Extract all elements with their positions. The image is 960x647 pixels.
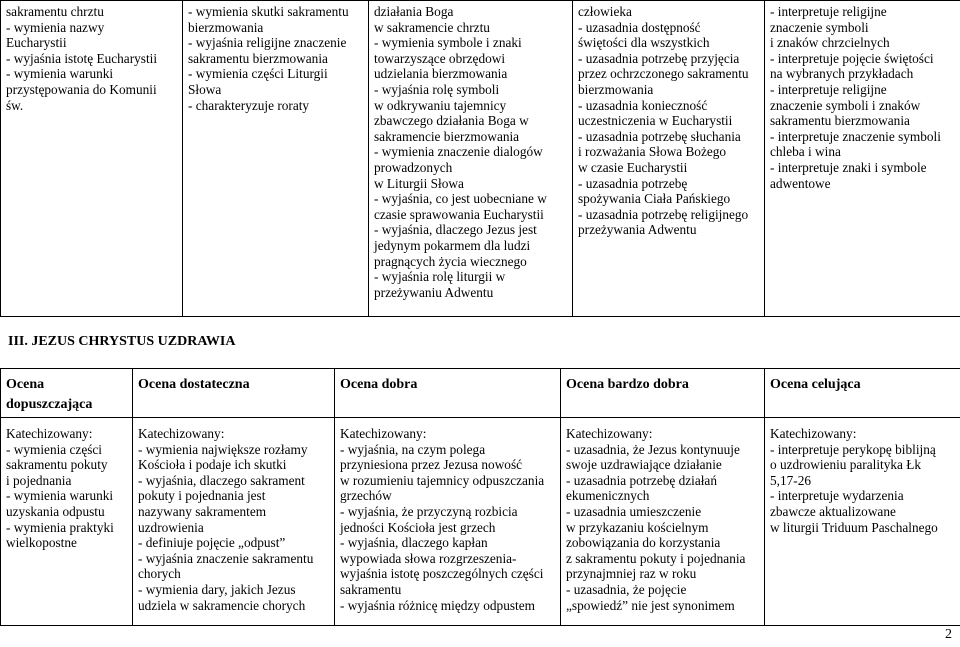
section-title: III. JEZUS CHRYSTUS UZDRAWIA [8, 334, 236, 349]
text-line: w rozumieniu tajemnicy odpuszczania [340, 472, 545, 488]
competency-table-continued [0, 0, 960, 317]
text-line: - uzasadnia konieczność [578, 97, 708, 113]
text-line: 5,17-26 [770, 472, 811, 488]
text-line: - uzasadnia potrzebę działań [566, 472, 717, 488]
text-line: w sakramencie chrztu [374, 19, 490, 35]
text-line: i znaków chrzcielnych [770, 35, 890, 51]
text-line: „spowiedź” nie jest synonimem [566, 597, 735, 613]
text-line: - charakteryzuje roraty [188, 97, 310, 113]
table-cell-col3 [369, 1, 573, 317]
text-line: przynajmniej raz w roku [566, 566, 697, 582]
text-line: - interpretuje wydarzenia [770, 488, 904, 504]
text-line: - uzasadnia umieszczenie [566, 503, 702, 519]
text-line: - wyjaśnia rolę liturgii w [374, 269, 506, 285]
text-line: sakramentu bierzmowania [188, 50, 328, 66]
text-line: czasie sprawowania Eucharystii [374, 206, 544, 222]
text-line: - interpretuje pojęcie świętości [770, 50, 934, 66]
text-line: - wyjaśnia rolę symboli [374, 81, 500, 97]
text-line: znaczenie symboli i znaków [770, 97, 921, 113]
text-line: w liturgii Triduum Paschalnego [770, 519, 938, 535]
table-cell-col1 [1, 1, 183, 317]
text-line: świętości dla wszystkich [578, 35, 710, 51]
text-line: - wyjaśnia religijne znaczenie [188, 35, 347, 51]
text-line: - wymienia znaczenie dialogów [374, 144, 543, 160]
text-line: - wymienia praktyki [6, 519, 114, 535]
text-line: sakramentu bierzmowania [770, 113, 910, 129]
text-line: - interpretuje perykopę biblijną [770, 441, 936, 457]
grading-table [0, 368, 960, 626]
text-line: sakramentu pokuty [6, 457, 108, 473]
text-line: udziela w sakramencie chorych [138, 597, 306, 613]
table-cell-col3 [335, 418, 561, 626]
table-cell-col4 [561, 418, 765, 626]
table-row [1, 1, 960, 317]
text-line: - uzasadnia dostępność [578, 19, 701, 35]
text-line: chleba i wina [770, 144, 841, 160]
text-line: bierzmowania [578, 81, 654, 97]
header-grade-excellent [765, 369, 960, 418]
text-line: - uzasadnia potrzebę przyjęcia [578, 50, 740, 66]
text-line: swoje uzdrawiające działanie [566, 457, 722, 473]
text-line: - wyjaśnia, co jest uobecniane w [374, 191, 547, 207]
text-line: znaczenie symboli [770, 19, 869, 35]
text-line: Słowa [188, 81, 222, 97]
text-line: jedynym pokarmem dla ludzi [374, 237, 531, 253]
text-line: - uzasadnia potrzebę słuchania [578, 128, 741, 144]
text-line: w odkrywaniu tajemnicy [374, 97, 507, 113]
text-line: sakramentu chrztu [6, 4, 104, 19]
text-line: przeżywania Adwentu [578, 222, 697, 238]
text-line: - uzasadnia potrzebę religijnego [578, 206, 749, 222]
text-line: - wymienia symbole i znaki [374, 35, 522, 51]
text-line: - wyjaśnia, na czym polega [340, 441, 486, 457]
text-line: uzdrowienia [138, 519, 204, 535]
text-line: towarzyszące obrzędowi [374, 50, 506, 66]
text-line: zbawcze aktualizowane [770, 503, 896, 519]
table-cell-col4 [573, 1, 765, 317]
text-line: uczestniczenia w Eucharystii [578, 113, 733, 129]
text-line: pokuty i pojednania jest [138, 488, 266, 504]
text-line: w czasie Eucharystii [578, 159, 688, 175]
text-line: - interpretuje znaki i symbole [770, 159, 927, 175]
text-line: - wyjaśnia, dlaczego Jezus jest [374, 222, 537, 238]
text-line: - interpretuje znaczenie symboli [770, 128, 941, 144]
text-line: - wymienia warunki [6, 488, 114, 504]
table-header-row [1, 369, 960, 418]
text-line: Katechizowany: [340, 426, 427, 441]
text-line: udzielania bierzmowania [374, 66, 508, 82]
text-line: - definiuje pojęcie „odpust” [138, 535, 286, 551]
header-grade-good [335, 369, 561, 418]
text-line: w Liturgii Słowa [374, 175, 464, 191]
text-line: w przykazaniu kościelnym [566, 519, 709, 535]
text-line: - uzasadnia potrzebę [578, 175, 688, 191]
page-number: 2 [945, 627, 952, 642]
text-line: Ocena dobra [340, 377, 418, 392]
text-line: z sakramentu pokuty i pojednania [566, 550, 746, 566]
text-line: adwentowe [770, 175, 831, 191]
text-line: wielkopostne [6, 535, 77, 551]
table-cell-col2 [133, 418, 335, 626]
text-line: - uzasadnia, że Jezus kontynuuje [566, 441, 740, 457]
text-line: uzyskania odpustu [6, 503, 105, 519]
text-line: przeżywaniu Adwentu [374, 284, 494, 300]
text-line: - wyjaśnia, dlaczego kapłan [340, 535, 488, 551]
text-line: Katechizowany: [566, 426, 653, 441]
text-line: działania Boga [374, 4, 454, 19]
header-grade-satisfactory [133, 369, 335, 418]
text-line: ekumenicznych [566, 488, 650, 504]
text-line: przystępowania do Komunii [6, 81, 157, 97]
table-row [1, 418, 960, 626]
table-cell-col2 [183, 1, 369, 317]
text-line: Ocena [6, 377, 45, 392]
text-line: Ocena dostateczna [138, 377, 250, 392]
text-line: grzechów [340, 488, 392, 504]
text-line: zbawczego działania Boga w [374, 113, 529, 129]
text-line: Katechizowany: [138, 426, 225, 441]
text-line: sakramencie bierzmowania [374, 128, 520, 144]
text-line: chorych [138, 566, 181, 582]
text-line: i pojednania [6, 472, 72, 488]
text-line: - wyjaśnia istotę Eucharystii [6, 50, 158, 66]
text-line: prowadzonych [374, 159, 453, 175]
table-cell-col1 [1, 418, 133, 626]
table-cell-col5 [765, 1, 960, 317]
text-line: - interpretuje religijne [770, 4, 887, 19]
text-line: dopuszczająca [6, 397, 93, 412]
text-line: Kościoła i podaje ich skutki [138, 457, 287, 473]
text-line: - wymienia części Liturgii [188, 66, 328, 82]
text-line: - wymienia nazwy [6, 19, 105, 35]
text-line: pragnących życia wiecznego [374, 253, 527, 269]
text-line: - interpretuje religijne [770, 81, 887, 97]
text-line: i rozważania Słowa Bożego [578, 144, 727, 160]
text-line: - wyjaśnia, że przyczyną rozbicia [340, 503, 518, 519]
text-line: przyniesiona przez Jezusa nowość [340, 457, 523, 473]
text-line: Katechizowany: [6, 426, 93, 441]
text-line: o uzdrowieniu paralityka Łk [770, 457, 922, 473]
text-line: - wyjaśnia znaczenie sakramentu [138, 550, 314, 566]
text-line: bierzmowania [188, 19, 264, 35]
text-line: Katechizowany: [770, 426, 857, 441]
text-line: św. [6, 97, 24, 113]
text-line: - wymienia największe rozłamy [138, 441, 308, 457]
text-line: na wybranych przykładach [770, 66, 914, 82]
text-line: - wymienia warunki [6, 66, 114, 82]
text-line: spożywania Ciała Pańskiego [578, 191, 731, 207]
text-line: przez ochrzczonego sakramentu [578, 66, 749, 82]
text-line: zobowiązania do korzystania [566, 535, 721, 551]
text-line: - wyjaśnia, dlaczego sakrament [138, 472, 305, 488]
table-cell-col5 [765, 418, 960, 626]
header-grade-sufficient [1, 369, 133, 418]
text-line: - wymienia skutki sakramentu [188, 4, 349, 19]
text-line: Eucharystii [6, 35, 67, 51]
text-line: nazywany sakramentem [138, 503, 267, 519]
text-line: Ocena celująca [770, 377, 861, 392]
text-line: sakramentu [340, 581, 402, 597]
text-line: wypowiada słowa rozgrzeszenia- [340, 550, 517, 566]
text-line: - wymienia części [6, 441, 102, 457]
text-line: - uzasadnia, że pojęcie [566, 581, 687, 597]
text-line: człowieka [578, 4, 632, 19]
text-line: jedności Kościoła jest grzech [340, 519, 496, 535]
text-line: Ocena bardzo dobra [566, 377, 689, 392]
text-line: wyjaśnia istotę poszczególnych części [340, 566, 544, 582]
header-grade-very-good [561, 369, 765, 418]
text-line: - wymienia dary, jakich Jezus [138, 581, 296, 597]
text-line: - wyjaśnia różnicę między odpustem [340, 597, 535, 613]
